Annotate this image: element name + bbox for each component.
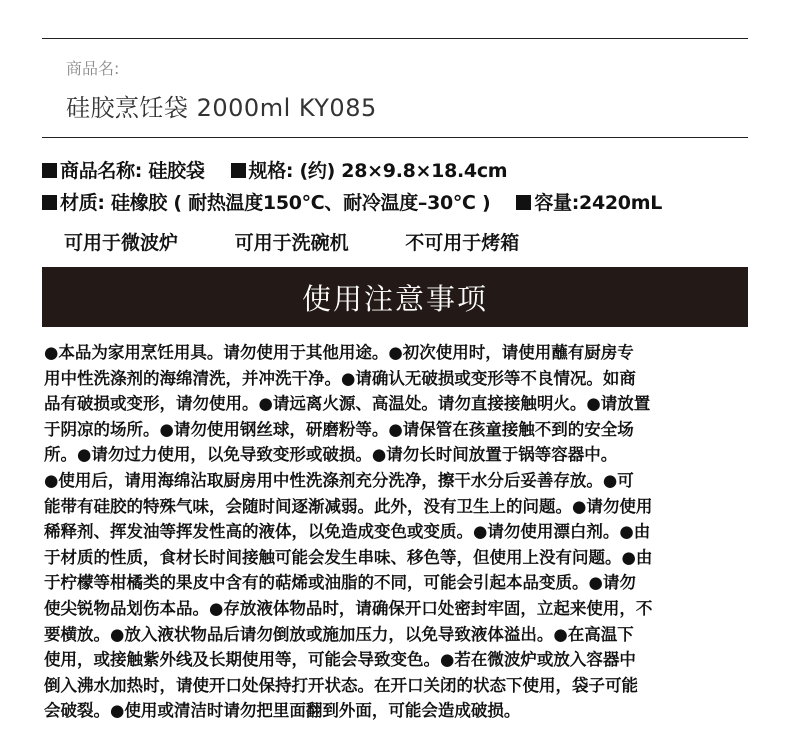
product-name: 硅胶烹饪袋 2000ml KY085 <box>66 94 377 122</box>
spec-product-name: 商品名称: 硅胶袋 <box>60 160 205 182</box>
notice-line: ●使用后，请用海绵沾取厨房用中性洗涤剂充分洗净，擦干水分后妥善存放。●可 <box>44 470 634 490</box>
notice-title-bar <box>42 267 748 327</box>
top-divider <box>42 38 748 39</box>
notice-line: 所。●请勿过力使用，以免导致变形或破损。●请勿长时间放置于锅等容器中。 <box>44 445 618 465</box>
spec-line-1 <box>42 156 507 183</box>
notice-line: 品有破损或变形，请勿使用。●请远离火源、高温处。请勿直接接触明火。●请放置 <box>44 394 651 414</box>
usage-microwave: 可用于微波炉 <box>64 232 179 254</box>
notice-line: 用中性洗涤剂的海绵清洗，并冲洗干净。●请确认无破损或变形等不良情况。如商 <box>44 368 636 388</box>
notice-line: 使尖锐物品划伤本品。●存放液体物品时，请确保开口处密封牢固，立起来使用，不 <box>44 598 653 618</box>
notice-line: 要横放。●放入液状物品后请勿倒放或施加压力，以免导致液体溢出。●在高温下 <box>44 624 634 644</box>
notice-line: 使用，或接触紫外线及长期使用等，可能会导致变色。●若在微波炉或放入容器中 <box>44 650 636 670</box>
square-bullet-icon <box>42 163 57 178</box>
product-name-label: 商品名: <box>66 59 120 78</box>
usage-dishwasher: 可用于洗碗机 <box>234 232 349 254</box>
spec-dimensions: 规格: (约) 28×9.8×18.4cm <box>248 160 508 182</box>
notice-body <box>44 340 750 724</box>
notice-line: 会破裂。●使用或清洁时请勿把里面翻到外面，可能会造成破损。 <box>44 701 521 721</box>
spec-capacity: 容量:2420mL <box>534 192 663 214</box>
notice-line: 于材质的性质，食材长时间接触可能会发生串味、移色等，但使用上没有问题。●由 <box>44 547 653 567</box>
notice-line: 于柠檬等柑橘类的果皮中含有的萜烯或油脂的不同，可能会引起本品变质。●请勿 <box>44 573 636 593</box>
notice-title: 使用注意事项 <box>301 281 488 316</box>
square-bullet-icon <box>516 195 531 210</box>
usage-row <box>64 228 519 255</box>
spec-line-2 <box>42 188 662 215</box>
notice-line: 稀释剂、挥发油等挥发性高的液体，以免造成变色或变质。●请勿使用漂白剂。●由 <box>44 522 651 542</box>
notice-line: 能带有硅胶的特殊气味，会随时间逐渐减弱。此外，没有卫生上的问题。●请勿使用 <box>44 496 653 516</box>
notice-line: ●本品为家用烹饪用具。请勿使用于其他用途。●初次使用时，请使用蘸有厨房专 <box>44 343 634 362</box>
usage-oven: 不可用于烤箱 <box>405 232 520 254</box>
notice-line: 于阴凉的场所。●请勿使用钢丝球，研磨粉等。●请保管在孩童接触不到的安全场 <box>44 419 634 439</box>
notice-line: 倒入沸水加热时，请使开口处保持打开状态。在开口关闭的状态下使用，袋子可能 <box>44 675 638 695</box>
square-bullet-icon <box>231 163 246 178</box>
spec-material: 材质: 硅橡胶 ( 耐热温度150℃、耐冷温度–30℃ ) <box>60 192 491 214</box>
square-bullet-icon <box>42 195 57 210</box>
middle-divider <box>42 137 748 138</box>
